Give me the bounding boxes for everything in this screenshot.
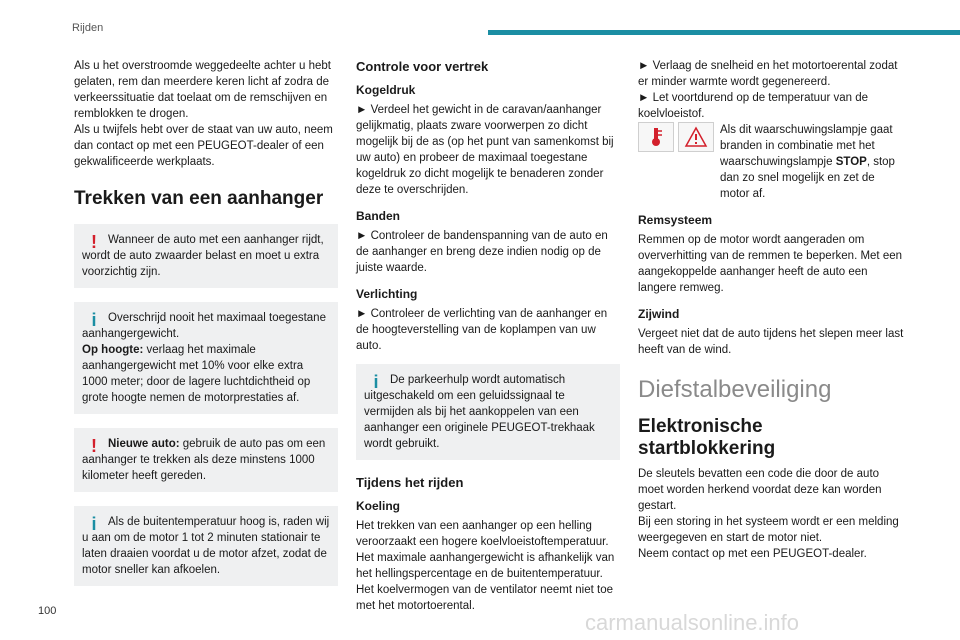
startblokkering-text-3: Neem contact op met een PEUGEOT-dealer. — [638, 548, 867, 560]
startblokkering-text-1: De sleutels bevatten een code die door de auto moet worden herkend voordat deze kan worden gestart. — [638, 468, 882, 512]
exclamation-icon: ! — [91, 232, 97, 252]
warning-lamp-text: Als dit waarschuwingslampje gaat branden in combinatie met het waarschuwingslampje STOP, stop dan zo snel mogelijk en zet de motor af. — [720, 124, 895, 200]
section-heading-diefstal: Diefstalbeveiliging — [638, 376, 832, 403]
info-box-max-weight — [74, 302, 338, 414]
subheading-remsysteem: Remsysteem — [638, 213, 713, 227]
info-text-altitude: Op hoogte: verlaag het maximale aanhangergewicht met 10% voor elke extra 1000 meter; door de lagere luchtdichtheid op grote hoogte nemen de motorprestaties af. — [82, 344, 311, 404]
heading-controle: Controle voor vertrek — [356, 59, 489, 74]
bullet-speed: ► Verlaag de snelheid en het motortoerental zodat er minder warmte wordt gegenereerd. — [638, 60, 898, 88]
info-text: Overschrijd nooit het maximaal toegestane aanhangergewicht. — [82, 312, 326, 340]
heading-startblokkering: Elektronische startblokkering — [638, 416, 776, 459]
header-title: Rijden — [72, 22, 104, 34]
warning-triangle-icon — [678, 122, 714, 152]
warning-text: Nieuwe auto: gebruik de auto pas om een aanhanger te trekken als deze minstens 1000 kilometer heeft gereden. — [82, 438, 326, 482]
verlichting-text: ► Controleer de verlichting van de aanhanger en de hoogteverstelling van de koplampen van uw auto. — [356, 308, 608, 352]
page-number: 100 — [38, 605, 57, 617]
header-accent-bar — [488, 30, 960, 35]
column-1 — [74, 58, 338, 600]
info-icon: i — [91, 514, 97, 534]
coolant-temperature-icon — [638, 122, 674, 152]
info-icon: i — [91, 310, 97, 330]
startblokkering-text-2: Bij een storing in het systeem wordt er een melding weergegeven en start de motor niet. — [638, 516, 899, 544]
kogeldruk-text: ► Verdeel het gewicht in de caravan/aanhanger gelijkmatig, plaats zware voorwerpen zo dicht mogelijk bij de as (op het punt van samenkomst bij uw auto) en probeer de maximaal toegestane kogeldruk zo dicht mogelijk te benaderen zonder deze te overschrijden. — [356, 104, 614, 196]
subheading-verlichting: Verlichting — [356, 287, 418, 301]
info-icon: i — [373, 372, 379, 392]
warning-text: Wanneer de auto met een aanhanger rijdt, wordt de auto zwaarder belast en moet u extra voorzichtig zijn. — [82, 234, 324, 278]
info-text: Als de buitentemperatuur hoog is, raden wij u aan om de motor 1 tot 2 minuten stationair te laten draaien voordat u de motor afzet, zodat de motor sneller kan afkoelen. — [82, 516, 330, 576]
bullet-temp: ► Let voortdurend op de temperatuur van de koelvloeistof. — [638, 92, 869, 120]
info-box-parking — [356, 364, 620, 460]
warning-box-new-car — [74, 428, 338, 492]
watermark: carmanualsonline.info — [585, 610, 800, 635]
column-2 — [356, 58, 620, 614]
subheading-kogeldruk: Kogeldruk — [356, 83, 416, 97]
banden-text: ► Controleer de bandenspanning van de auto en de aanhanger en breng deze indien nodig op de juiste waarde. — [356, 230, 608, 274]
info-box-temperature — [74, 506, 338, 586]
section-heading-trailer: Trekken van een aanhanger — [74, 188, 324, 209]
remsysteem-text: Remmen op de motor wordt aangeraden om oververhitting van de remmen te beperken. Met een aangekoppelde aanhanger heeft de auto een langere remweg. — [638, 234, 903, 294]
zijwind-text: Vergeet niet dat de auto tijdens het slepen meer last heeft van de wind. — [638, 328, 904, 356]
subheading-koeling: Koeling — [356, 499, 400, 513]
exclamation-icon: ! — [91, 436, 97, 456]
subheading-zijwind: Zijwind — [638, 307, 680, 321]
subheading-banden: Banden — [356, 209, 401, 223]
intro-paragraph-2: Als u twijfels hebt over de staat van uw auto, neem dan contact op met een PEUGEOT-dealer of een gekwalificeerde werkplaats. — [74, 124, 333, 168]
intro-paragraph: Als u het overstroomde weggedeelte achter u hebt gelaten, rem dan meerdere keren licht af zodra de verkeerssituatie dat toelaat om de remschijven en remblokken te drogen. — [74, 60, 331, 120]
warning-box-load — [74, 224, 338, 288]
info-text: De parkeerhulp wordt automatisch uitgeschakeld om een geluidssignaal te vermijden als bij het aankoppelen van een aanhanger een originele PEUGEOT-trekhaak wordt gebruikt. — [364, 374, 595, 450]
column-3 — [638, 58, 904, 562]
warning-lamp-row — [638, 122, 904, 202]
heading-tijdens: Tijdens het rijden — [356, 475, 464, 490]
koeling-text: Het trekken van een aanhanger op een helling veroorzaakt een hogere koelvloeistoftemperatuur. Het maximale aanhangergewicht is afhankelijk van het hellingspercentage en de buitentemperatuur. Het koelvermogen van de ventilator neemt niet toe met het motortoerental. — [356, 520, 615, 612]
